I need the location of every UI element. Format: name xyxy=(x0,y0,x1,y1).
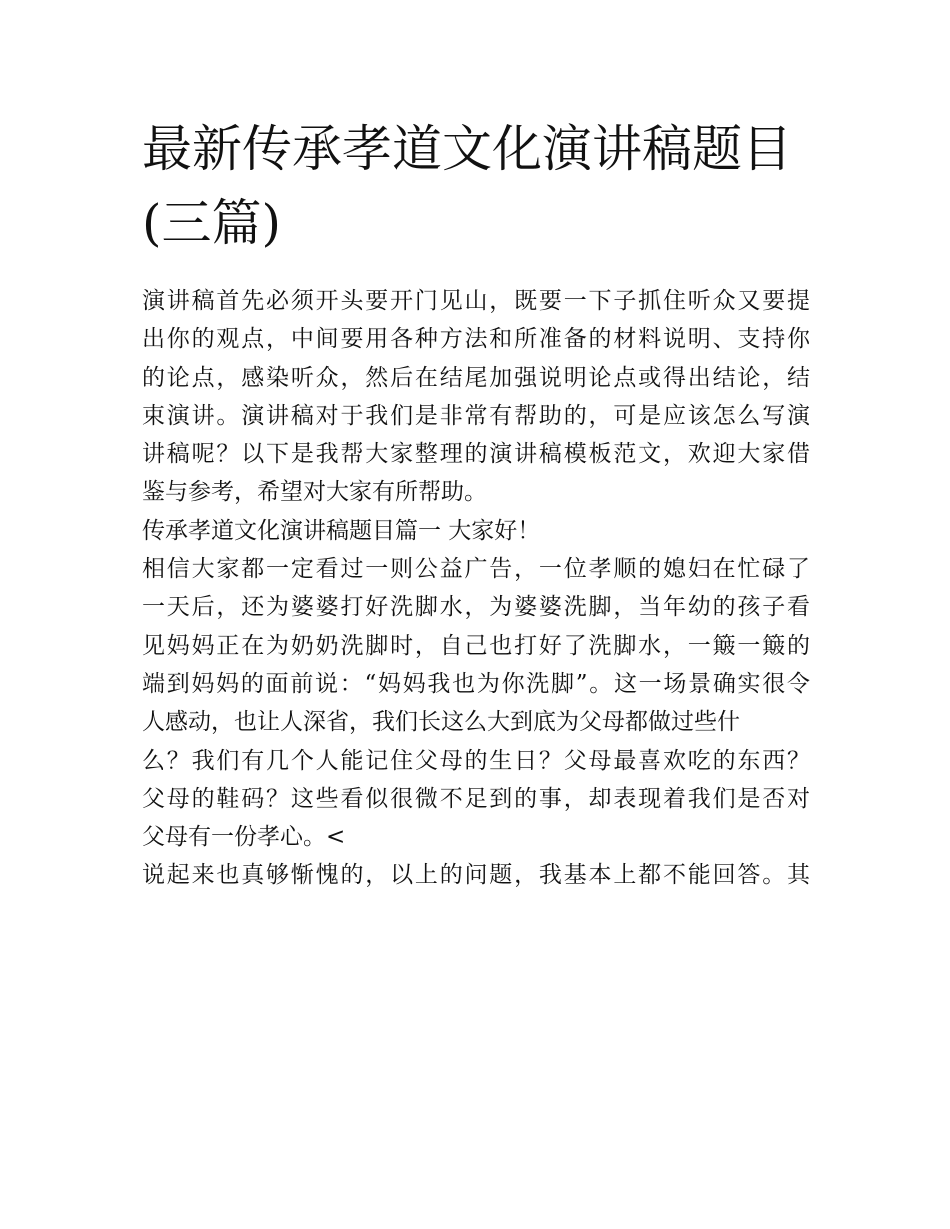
body-line: 父母的鞋码？这些看似很微不足到的事，却表现着我们是否对 xyxy=(142,785,810,812)
body-line: 一天后，还为婆婆打好洗脚水，为婆婆洗脚，当年幼的孩子看 xyxy=(142,594,810,621)
body-line: 的论点，感染听众，然后在结尾加强说明论点或得出结论，结 xyxy=(142,364,810,391)
body-line: 父母有一份孝心。< xyxy=(142,824,346,851)
body-line: 么？我们有几个人能记住父母的生日？父母最喜欢吃的东西？ xyxy=(142,747,810,774)
body-line: 出你的观点，中间要用各种方法和所准备的材料说明、支持你 xyxy=(142,326,810,353)
body-line: 讲稿呢？以下是我帮大家整理的演讲稿模板范文，欢迎大家借 xyxy=(142,441,810,468)
document-body xyxy=(142,282,810,895)
body-line: 见妈妈正在为奶奶洗脚时，自己也打好了洗脚水，一簸一簸的 xyxy=(142,632,810,659)
body-line: 鉴与参考，希望对大家有所帮助。 xyxy=(142,479,487,506)
body-line: 说起来也真够惭愧的，以上的问题，我基本上都不能回答。其 xyxy=(142,862,810,889)
body-line: 束演讲。演讲稿对于我们是非常有帮助的，可是应该怎么写演 xyxy=(142,402,810,429)
body-line: 演讲稿首先必须开头要开门见山，既要一下子抓住听众又要提 xyxy=(142,288,810,314)
body-line: 相信大家都一定看过一则公益广告，一位孝顺的媳妇在忙碌了 xyxy=(142,556,810,583)
body-line: 端到妈妈的面前说：“妈妈我也为你洗脚”。这一场景确实很令 xyxy=(142,670,810,697)
body-line: 人感动，也让人深省，我们长这么大到底为父母都做过些什 xyxy=(142,709,740,736)
document-title: 最新传承孝道文化演讲稿题目(三篇) xyxy=(142,120,792,252)
section-heading-line: 传承孝道文化演讲稿题目篇一 大家好！ xyxy=(142,517,541,544)
